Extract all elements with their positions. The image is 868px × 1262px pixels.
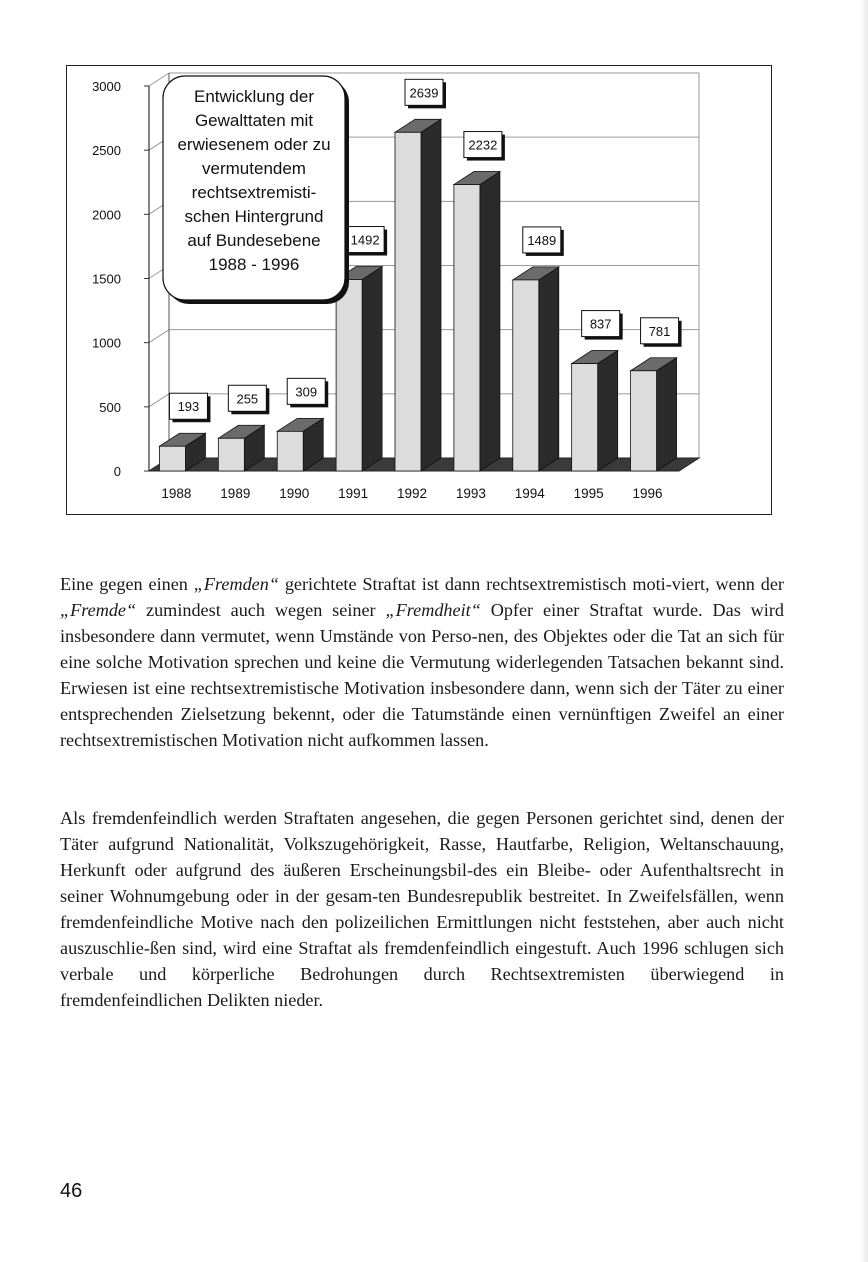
emphasis-term: „Fremden“ <box>193 574 279 594</box>
bar <box>218 438 244 471</box>
text-run: Opfer einer Straftat wurde. Das wird insbesondere dann vermutet, wenn Umstände von Perso-nen, des Objektes oder die Tat an sich für eine solche Motivation sprechen und keine die Vermutung widerlegenden Tatsachen bekannt sind. Erwiesen ist eine rechtsextremistische Motivation insbesondere dann, wenn sich der Täter zu einer entsprechenden Zielsetzung bekennt, oder die Tatumstände einen vernünftigen Zweifel an einer rechtsextremistischen Motivation nicht aufkommen lassen. <box>60 600 785 750</box>
bar-side <box>657 358 677 471</box>
x-tick-label: 1996 <box>632 486 663 501</box>
bar-side <box>539 267 559 471</box>
x-tick-label: 1995 <box>573 486 604 501</box>
body-paragraph-1 <box>60 571 784 753</box>
emphasis-term: „Fremdheit“ <box>385 600 481 620</box>
text-run: gerichtete Straftat ist dann rechtsextremistisch moti-viert, wenn der <box>278 574 784 594</box>
y-tick-label: 1500 <box>92 271 121 287</box>
x-tick-label: 1990 <box>279 486 310 501</box>
scan-edge-decoration <box>860 0 868 1262</box>
bar <box>395 132 421 471</box>
chart-title-line: schen Hintergrund <box>184 207 324 226</box>
x-tick-label: 1989 <box>220 486 251 501</box>
data-label: 309 <box>295 384 318 400</box>
data-label: 2639 <box>409 85 439 101</box>
page-number: 46 <box>60 1180 83 1202</box>
chart-title-line: erwiesenem oder zu <box>177 135 331 154</box>
y-tick-label: 2500 <box>92 143 121 159</box>
bar-side <box>598 351 618 471</box>
bar-side <box>362 267 382 471</box>
chart-title-line: Gewalttaten mit <box>194 111 314 130</box>
y-tick-label: 0 <box>113 464 121 479</box>
bar <box>159 446 185 471</box>
data-label: 1492 <box>350 232 380 248</box>
y-tick-label: 1000 <box>92 335 121 351</box>
bar <box>631 371 657 471</box>
data-label: 193 <box>177 399 200 415</box>
x-tick-label: 1992 <box>396 486 428 501</box>
bar <box>336 280 362 471</box>
chart-title-line: Entwicklung der <box>193 87 315 106</box>
chart-title-line: auf Bundesebene <box>187 231 321 250</box>
bar-side <box>421 119 441 471</box>
y-tick-label: 2000 <box>92 207 121 223</box>
gridline-wall <box>149 73 169 86</box>
gridline-wall <box>149 394 169 407</box>
chart-title-line: 1988 - 1996 <box>208 255 300 274</box>
chart-title-line: vermutendem <box>202 159 306 178</box>
bar <box>572 364 598 471</box>
data-label: 1489 <box>527 232 557 248</box>
gridline-wall <box>149 330 169 343</box>
text-run: Eine gegen einen <box>60 574 194 594</box>
text-run: zumindest auch wegen seiner <box>136 600 386 620</box>
emphasis-term: „Fremde“ <box>60 600 137 620</box>
data-label: 781 <box>648 323 671 339</box>
x-tick-label: 1988 <box>161 486 192 501</box>
body-paragraph-2: Als fremdenfeindlich werden Straftaten angesehen, die gegen Personen gerichtet sind, denen der Täter aufgrund Nationalität, Volkszugehörigkeit, Rasse, Hautfarbe, Religion, Weltanschauung, Herkunft oder aufgrund des äußeren Erscheinungsbil-des ein Bleibe- oder Aufenthaltsrecht in seiner Wohnumgebung oder in der gesam-ten Bundesrepublik bestreitet. In Zweifelsfällen, wenn fremdenfeindliche Motive nach den polizeilichen Ermittlungen nicht feststehen, aber auch nicht auszuschlie-ßen sind, wird eine Straftat als fremdenfeindlich eingestuft. Auch 1996 schlugen sich verbale und körperliche Bedrohungen durch Rechtsextremisten überwiegend in fremdenfeindlichen Delikten nieder. <box>60 808 784 1010</box>
y-tick-label: 500 <box>99 399 121 415</box>
x-tick-label: 1994 <box>514 486 545 501</box>
chart-title-line: rechtsextremisti- <box>191 183 317 202</box>
data-label: 2232 <box>468 137 498 153</box>
bar-side <box>480 172 500 471</box>
bar <box>277 431 303 471</box>
chart-frame <box>66 65 772 515</box>
data-label: 837 <box>589 316 612 332</box>
x-tick-label: 1991 <box>338 486 369 501</box>
bar <box>513 280 539 471</box>
bar-chart <box>67 66 773 516</box>
x-tick-label: 1993 <box>455 486 486 501</box>
bar <box>454 185 480 471</box>
y-tick-label: 3000 <box>92 79 121 94</box>
data-label: 255 <box>236 391 259 407</box>
